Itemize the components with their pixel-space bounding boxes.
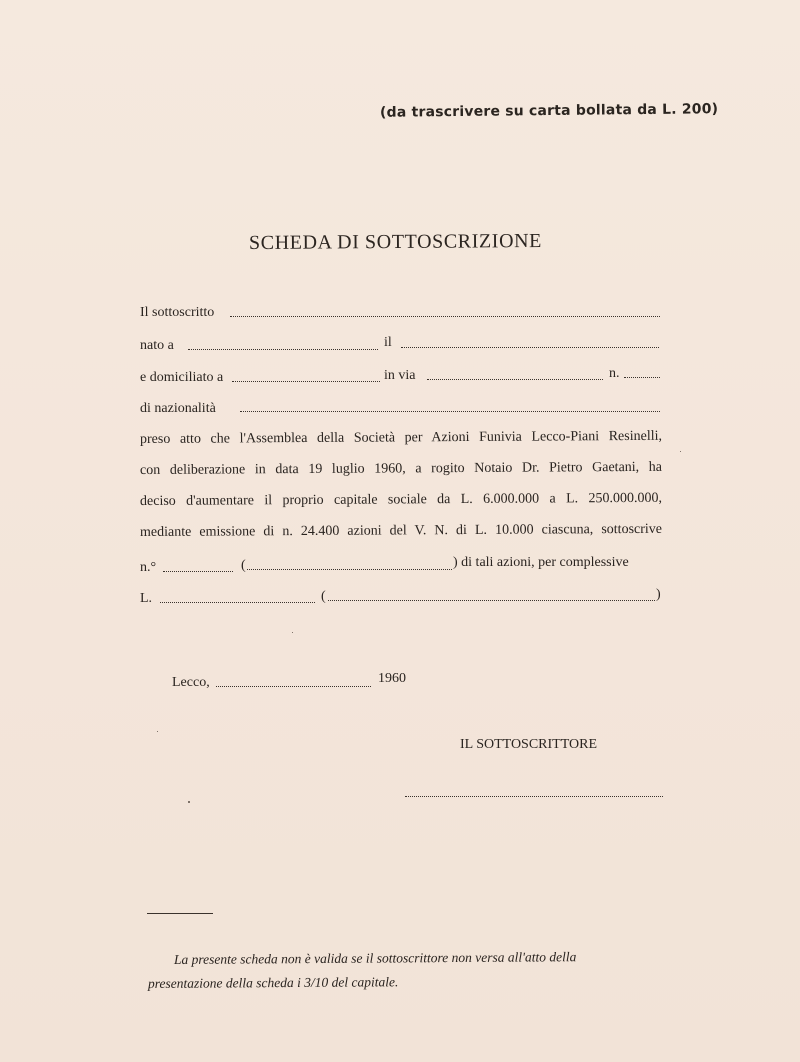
year-label: 1960 <box>378 671 406 686</box>
street-number-field[interactable] <box>624 377 660 378</box>
shares-suffix: ) di tali azioni, per complessive <box>453 555 629 570</box>
nato-label: nato a <box>140 338 174 353</box>
sottoscritto-label: Il sottoscritto <box>140 305 215 320</box>
body-line-1: preso atto che l'Assemblea della Società per Azioni Funivia Lecco-Piani Resinelli, <box>139 428 663 447</box>
amount-words-field[interactable] <box>328 600 655 601</box>
footnote-line-2: presentazione della scheda i 3/10 del capitale. <box>147 974 399 991</box>
via-label: in via <box>384 368 416 383</box>
sottoscritto-field[interactable] <box>230 316 660 317</box>
shares-words-field[interactable] <box>247 569 452 570</box>
body-line-3: deciso d'aumentare il proprio capitale sociale da L. 6.000.000 a L. 250.000.000, <box>139 490 663 509</box>
paper-speck <box>680 451 681 452</box>
paren-open: ( <box>321 589 326 604</box>
footnote-divider <box>147 913 213 914</box>
amount-field[interactable] <box>160 602 315 603</box>
paren-open: ( <box>241 558 246 573</box>
birthdate-field[interactable] <box>401 347 659 348</box>
place-label: Lecco, <box>172 675 210 690</box>
domicile-city-field[interactable] <box>232 381 380 382</box>
paper-speck <box>292 632 293 633</box>
paper-speck <box>188 801 190 803</box>
shares-count-label: n.° <box>140 560 157 575</box>
footnote-line-1: La presente scheda non è valida se il sottoscrittore non versa all'atto della <box>173 949 577 967</box>
signature-field[interactable] <box>405 796 663 797</box>
nationality-field[interactable] <box>240 411 660 412</box>
body-line-2: con deliberazione in data 19 luglio 1960, a rogito Notaio Dr. Pietro Gaetani, ha <box>139 459 663 478</box>
date-field[interactable] <box>216 686 371 687</box>
body-line-4: mediante emissione di n. 24.400 azioni del V. N. di L. 10.000 ciascuna, sottoscrive <box>139 521 663 540</box>
number-label: n. <box>609 366 620 381</box>
domiciliato-label: e domiciliato a <box>140 370 224 385</box>
signer-label: IL SOTTOSCRITTORE <box>460 737 598 752</box>
nazionalita-label: di nazionalità <box>140 401 216 416</box>
street-field[interactable] <box>427 379 603 380</box>
paper-speck <box>157 731 158 732</box>
paren-close: ) <box>656 587 661 602</box>
birthplace-field[interactable] <box>188 349 378 350</box>
stamp-paper-note: (da trascrivere su carta bollata da L. 200) <box>379 101 719 121</box>
il-label: il <box>384 335 392 350</box>
page-title: SCHEDA DI SOTTOSCRIZIONE <box>248 229 543 255</box>
shares-count-field[interactable] <box>163 571 233 572</box>
amount-label: L. <box>140 591 153 606</box>
